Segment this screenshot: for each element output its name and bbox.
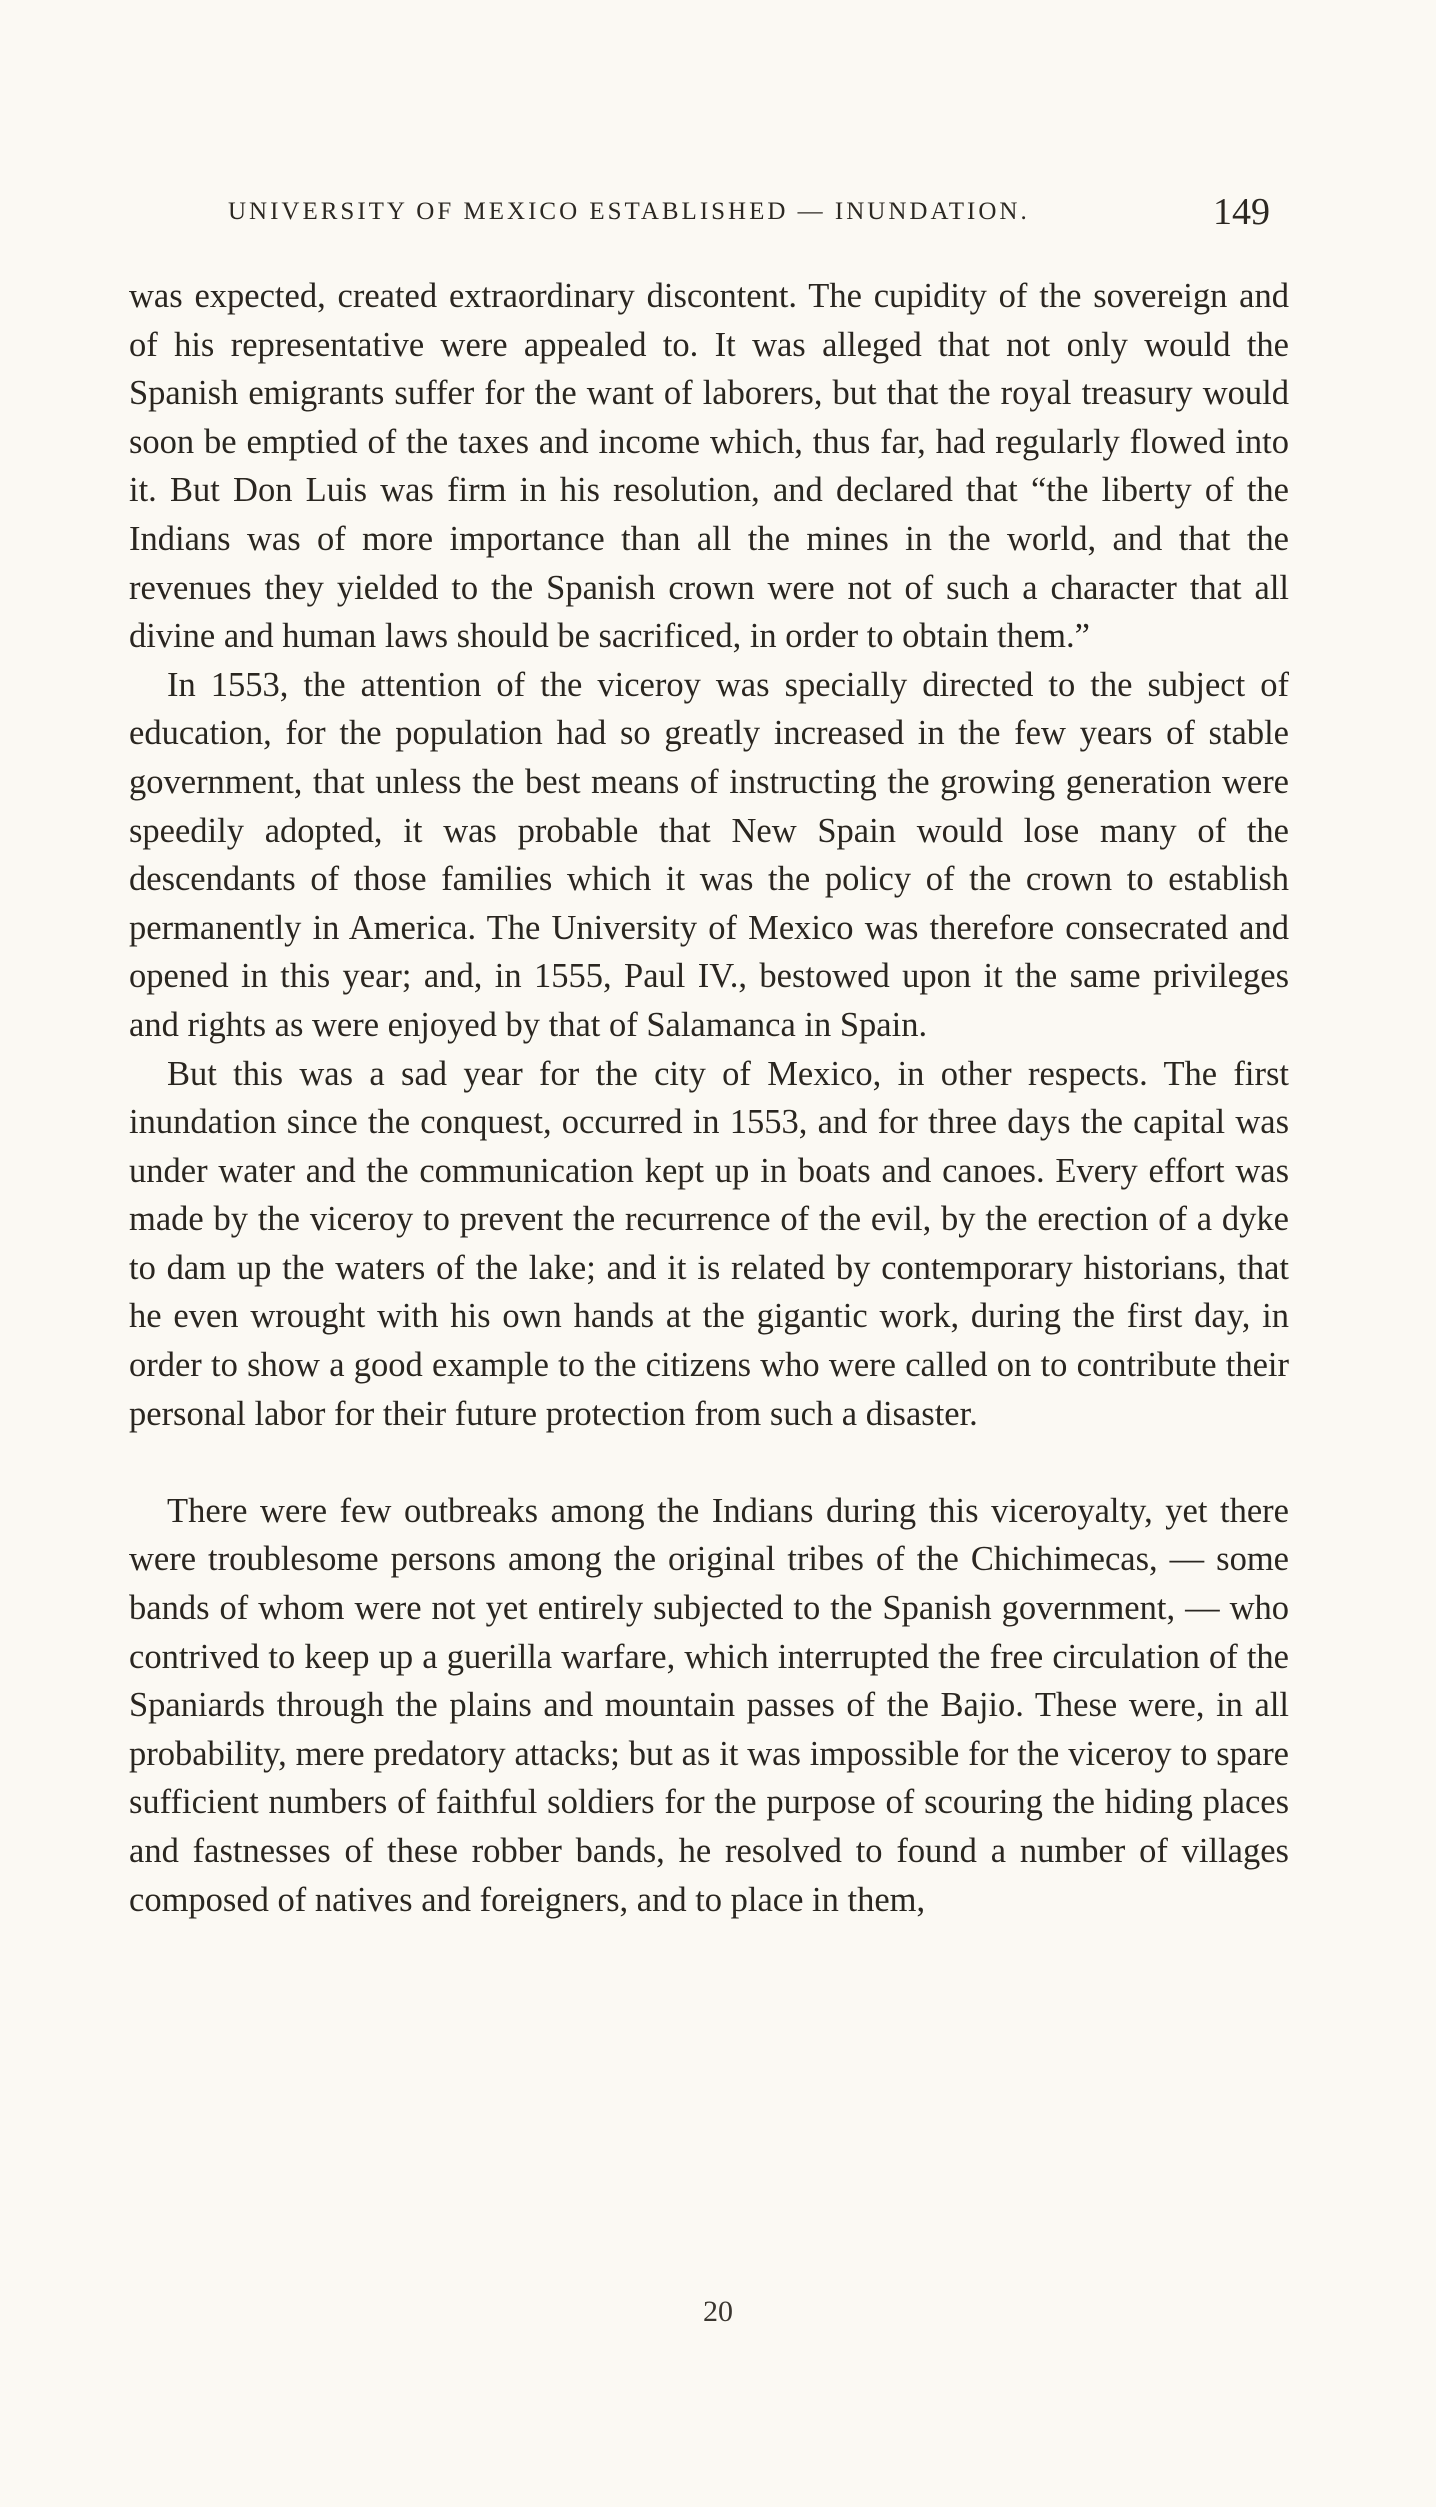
page-header xyxy=(180,190,1290,240)
section-break xyxy=(129,1438,1289,1487)
signature-mark: 20 xyxy=(703,2295,733,2328)
paragraph-continued: was expected, created extraordinary discontent. The cupidity of the sovereign and of his representative were appealed to. It was alleged that not only would the Spanish emigrants suffer for the want of laborers, but that the royal treasury would soon be emptied of the taxes and income which, thus far, had regularly flowed into it. But Don Luis was firm in his resolution, and declared that “the liberty of the Indians was of more importance than all the mines in the world, and that the revenues they yielded to the Spanish crown were not of such a character that all divine and human laws should be sacrificed, in order to obtain them.” xyxy=(129,277,1289,656)
running-head: UNIVERSITY OF MEXICO ESTABLISHED — INUNDATION. xyxy=(228,198,1030,225)
paragraph-outbreaks: There were few outbreaks among the Indians during this viceroyalty, yet there were troublesome persons among the original tribes of the Chichimecas, — some bands of whom were not yet entirely subjected to the Spanish government, — who contrived to keep up a guerilla warfare, which interrupted the free circulation of the Spaniards through the plains and mountain passes of the Bajio. These were, in all probability, mere predatory attacks; but as it was impossible for the viceroy to spare sufficient numbers of faithful soldiers for the purpose of scouring the hiding places and fastnesses of these robber bands, he resolved to found a number of villages composed of natives and foreigners, and to place in them, xyxy=(129,1491,1289,1919)
body-text xyxy=(129,272,1289,1924)
paragraph-university: In 1553, the attention of the viceroy was specially directed to the subject of education, for the population had so greatly increased in the few years of stable government, that unless the best means of instructing the growing generation were speedily adopted, it was probable that New Spain would lose many of the descendants of those families which it was the policy of the crown to establish permanently in America. The University of Mexico was therefore consecrated and opened in this year; and, in 1555, Paul IV., bestowed upon it the same privileges and rights as were enjoyed by that of Salamanca in Spain. xyxy=(129,665,1289,1044)
paragraph-inundation: But this was a sad year for the city of Mexico, in other respects. The first inundation since the conquest, occurred in 1553, and for three days the capital was under water and the communication kept up in boats and canoes. Every effort was made by the viceroy to prevent the recurrence of the evil, by the erection of a dyke to dam up the waters of the lake; and it is related by contemporary historians, that he even wrought with his own hands at the gigantic work, during the first day, in order to show a good example to the citizens who were called on to contribute their personal labor for their future protection from such a disaster. xyxy=(129,1054,1289,1433)
page-number: 149 xyxy=(1213,191,1270,233)
